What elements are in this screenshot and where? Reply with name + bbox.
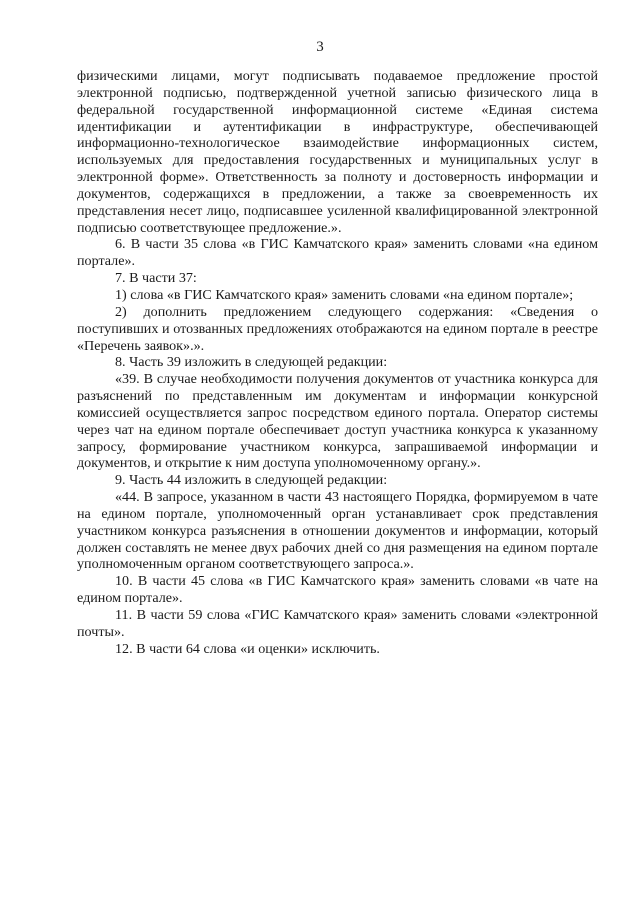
paragraph-continuation: физическими лицами, могут подписывать подаваемое предложение простой электронной подписью, подтвержденной учетной записью физического лица в федеральной государственной информационной системе «Единая система идентификации и аутентификации в инфраструктуре, обеспечивающей информационно-технологическое взаимодействие информационных систем, используемых для предоставления государственных и муниципальных услуг в электронной форме». Ответственность за полноту и достоверность информации и документов, содержащихся в предложении, а также за своевременность их представления несет лицо, подписавшее усиленной квалифицированной электронной подписью соответствующее предложение.». — [77, 68, 598, 236]
paragraph-item-7-1: 1) слова «в ГИС Камчатского края» заменить словами «на едином портале»; — [115, 286, 574, 303]
paragraph-item-6: 6. В части 35 слова «в ГИС Камчатского края» заменить словами «на едином портале». — [77, 236, 598, 270]
paragraph-item-7-2: 2) дополнить предложением следующего содержания: «Сведения о поступивших и отозванных предложениях отображаются на едином портале в реестре «Перечень заявок».». — [77, 303, 598, 354]
page-number: 3 — [316, 39, 324, 55]
paragraph-item-8: 8. Часть 39 изложить в следующей редакции: — [115, 354, 388, 371]
paragraph-part-44-text: «44. В запросе, указанном в части 43 настоящего Порядка, формируемом в чате на едином портале, уполномоченный орган устанавливает срок представления участником конкурса разъяснения в отношении документов и информации, который должен составлять не менее двух рабочих дней со дня размещения на едином портале уполномоченным органом соответствующего запроса.». — [77, 489, 598, 573]
paragraph-item-9: 9. Часть 44 изложить в следующей редакции: — [115, 472, 388, 489]
paragraph-item-11: 11. В части 59 слова «ГИС Камчатского края» заменить словами «электронной почты». — [77, 607, 598, 640]
paragraph-item-7: 7. В части 37: — [115, 270, 197, 287]
paragraph-item-10: 10. В части 45 слова «в ГИС Камчатского края» заменить словами «в чате на едином портале». — [77, 573, 598, 607]
document-body — [77, 68, 598, 658]
paragraph-item-12: 12. В части 64 слова «и оценки» исключить. — [115, 640, 380, 657]
paragraph-part-39-text: «39. В случае необходимости получения документов от участника конкурса для разъяснений по представленным им документам и информации конкурсной комиссией осуществляется запрос посредством единого портала. Оператор системы через чат на едином портале обеспечивает доступ участника конкурса к указанному запросу, формирование участником конкурса, запрашиваемой информации и документов, и открытие к ним доступа уполномоченному органу.». — [77, 371, 598, 472]
